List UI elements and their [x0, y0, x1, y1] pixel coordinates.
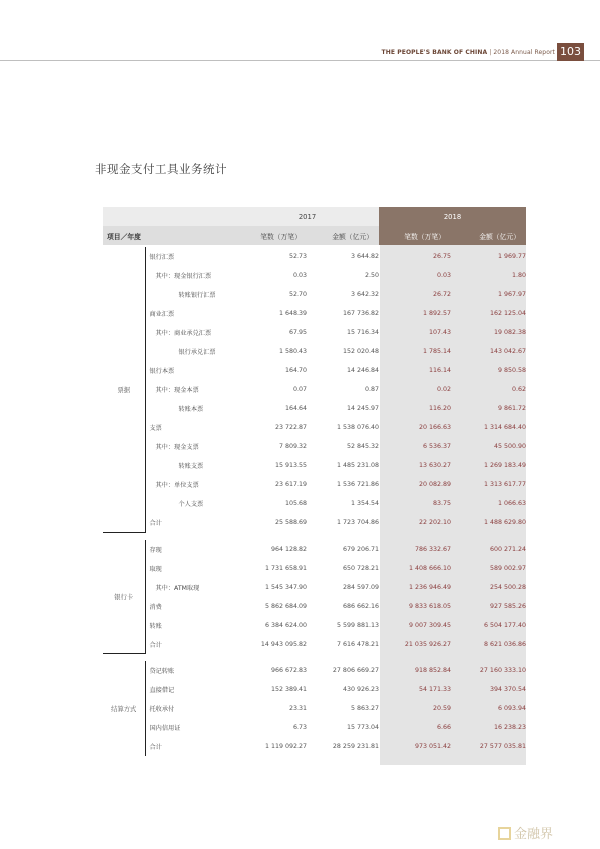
row-label: 银行承兑汇票 [178, 349, 216, 356]
count-2018-cell: 116.14 [428, 367, 451, 374]
amount-2018-cell: 27 577 035.81 [479, 743, 526, 750]
amount-2018-cell: 254 500.28 [489, 583, 526, 591]
count-2017-header: 笔数（万笔） [236, 226, 307, 245]
row-label: 银行汇票 [149, 254, 175, 261]
amount-2017-cell: 2.50 [364, 272, 379, 279]
row-label: 其中：现金银行汇票 [155, 273, 212, 280]
count-2017-cell: 1 545 347.90 [264, 583, 307, 591]
amount-2018-cell: 0.62 [511, 386, 526, 393]
row-label: 转账银行汇票 [178, 292, 216, 299]
row-label: 托收承付 [149, 706, 175, 713]
header-rule [0, 60, 600, 61]
count-2018-cell: 116.20 [428, 405, 451, 412]
amount-2017-cell: 0.87 [364, 386, 379, 393]
amount-2018-cell: 6 504 177.40 [483, 621, 526, 629]
amount-2018-cell: 1 314 684.40 [483, 424, 526, 431]
amount-2017-cell: 686 662.16 [342, 602, 379, 610]
count-2017-cell: 14 943 095.82 [260, 640, 307, 648]
amount-2017-cell: 1 723 704.86 [336, 519, 379, 526]
row-label: 个人支票 [178, 501, 204, 508]
row-label: 合计 [149, 641, 162, 649]
amount-2017-cell: 430 926.23 [342, 686, 379, 693]
count-2017-cell: 15 913.55 [274, 462, 307, 469]
table-row [103, 494, 526, 513]
count-2018-cell: 1 236 946.49 [408, 583, 451, 591]
count-2018-cell: 918 852.84 [414, 667, 451, 674]
count-2018-cell: 1 785.14 [422, 348, 451, 355]
page-title: 非现金支付工具业务统计 [95, 162, 227, 176]
count-2017-cell: 966 672.83 [270, 667, 307, 674]
row-label: 转账 [149, 622, 162, 630]
table-row [103, 635, 526, 654]
count-2018-cell: 0.02 [436, 386, 451, 393]
count-2018-cell: 9 833 618.05 [408, 602, 451, 610]
amount-2017-cell: 27 806 669.27 [332, 667, 379, 674]
count-2017-cell: 52.73 [288, 253, 307, 260]
row-label: 其中：单位支票 [155, 482, 199, 489]
group-divider [103, 654, 526, 662]
header-org: THE PEOPLE'S BANK OF CHINA [381, 49, 488, 56]
count-2018-cell: 20 166.63 [418, 424, 451, 431]
table-row [103, 737, 526, 756]
count-2017-cell: 1 731 658.91 [264, 564, 307, 572]
row-label: 转账本票 [178, 406, 204, 413]
count-2017-cell: 67.95 [288, 329, 307, 336]
amount-2018-cell: 162 125.04 [489, 310, 526, 317]
row-label: 其中：现金本票 [155, 387, 199, 394]
table-row [103, 304, 526, 323]
count-2017-cell: 964 128.82 [270, 545, 307, 553]
count-2017-cell: 0.03 [292, 272, 307, 279]
amount-2018-header: 金额（亿元） [451, 226, 526, 245]
count-2017-cell: 1 648.39 [278, 310, 307, 317]
count-2017-cell: 164.70 [284, 367, 307, 374]
count-2018-cell: 1 408 666.10 [408, 564, 451, 572]
amount-2017-cell: 5 599 881.13 [336, 621, 379, 629]
amount-2017-cell: 15 716.34 [346, 329, 379, 336]
row-label: 合计 [149, 744, 162, 751]
count-2018-cell: 0.03 [436, 272, 451, 279]
count-2017-cell: 105.68 [284, 500, 307, 507]
count-2018-header: 笔数（万笔） [379, 226, 451, 245]
count-2018-cell: 26.75 [432, 253, 451, 260]
row-label: 其中：ATM取现 [155, 584, 200, 592]
table-row [103, 266, 526, 285]
count-2017-cell: 1 119 092.27 [264, 743, 307, 750]
amount-2018-cell: 8 621 036.86 [483, 640, 526, 648]
table-row [103, 437, 526, 456]
count-2018-cell: 6.66 [436, 724, 451, 731]
amount-2018-cell: 27 160 333.10 [479, 667, 526, 674]
table-row [103, 513, 526, 532]
amount-2017-cell: 3 642.32 [350, 291, 379, 298]
amount-2018-cell: 143 042.67 [489, 348, 526, 355]
table-row [103, 247, 526, 266]
count-2017-cell: 23 617.19 [274, 481, 307, 488]
table-row [103, 380, 526, 399]
count-2018-cell: 973 051.42 [414, 743, 451, 750]
amount-2017-cell: 679 206.71 [342, 545, 379, 553]
amount-2017-cell: 1 536 721.86 [336, 481, 379, 488]
row-label: 消费 [149, 603, 162, 611]
amount-2018-cell: 1 313 617.77 [483, 481, 526, 488]
count-2018-cell: 54 171.33 [418, 686, 451, 693]
amount-2018-cell: 9 850.58 [497, 367, 526, 374]
count-2017-cell: 6.73 [292, 724, 307, 731]
count-2018-cell: 83.75 [432, 500, 451, 507]
year-2017-header: 2017 [236, 207, 379, 226]
table-row [103, 540, 526, 559]
table-row [103, 456, 526, 475]
amount-2018-cell: 1 969.77 [497, 253, 526, 260]
amount-2018-cell: 6 093.94 [497, 705, 526, 712]
table-row [103, 597, 526, 616]
category-cell: 银行卡 [103, 540, 145, 654]
count-2017-cell: 23.31 [288, 705, 307, 712]
table-row [103, 699, 526, 718]
row-label: 存现 [149, 546, 162, 554]
table-row [103, 342, 526, 361]
count-2018-cell: 20 082.89 [418, 481, 451, 488]
row-label: 银行本票 [149, 368, 175, 375]
header-report: 2018 Annual Report [493, 49, 555, 56]
row-label: 支票 [149, 425, 162, 432]
table-row [103, 418, 526, 437]
count-2017-cell: 52.70 [288, 291, 307, 298]
row-label: 取现 [149, 565, 162, 573]
table-row [103, 680, 526, 699]
amount-2018-cell: 16 238.23 [493, 724, 526, 731]
amount-2017-cell: 52 845.32 [346, 443, 379, 450]
row-label: 合计 [149, 520, 162, 527]
table-row [103, 616, 526, 635]
header-separator: | [489, 49, 492, 56]
watermark [498, 823, 553, 842]
table-row [103, 475, 526, 494]
row-label: 直接借记 [149, 687, 175, 694]
count-2018-cell: 1 892.57 [422, 310, 451, 317]
amount-2018-cell: 1 967.97 [497, 291, 526, 298]
count-2017-cell: 25 588.69 [274, 519, 307, 526]
amount-2017-cell: 3 644.82 [350, 253, 379, 260]
amount-2017-cell: 152 020.48 [342, 348, 379, 355]
amount-2017-cell: 1 538 076.40 [336, 424, 379, 431]
count-2018-cell: 22 202.10 [418, 519, 451, 526]
row-label: 商业汇票 [149, 311, 175, 318]
count-2018-cell: 26.72 [432, 291, 451, 298]
count-2017-cell: 1 580.43 [278, 348, 307, 355]
amount-2018-cell: 9 861.72 [497, 405, 526, 412]
amount-2017-cell: 284 597.09 [342, 583, 379, 591]
amount-2018-cell: 1 488 629.80 [483, 519, 526, 526]
count-2017-cell: 164.64 [284, 405, 307, 412]
page-number: 103 [557, 43, 584, 61]
year-header-row [103, 207, 526, 226]
table-row [103, 285, 526, 304]
category-cell: 票据 [103, 247, 145, 532]
amount-2018-cell: 45 500.90 [493, 443, 526, 450]
watermark-text: 金融界 [514, 827, 554, 842]
count-2017-cell: 7 809.32 [278, 443, 307, 450]
table-row [103, 361, 526, 380]
count-2017-cell: 6 384 624.00 [264, 621, 307, 629]
table-row [103, 661, 526, 680]
watermark-logo-icon [498, 827, 511, 840]
column-header-row [103, 226, 526, 245]
count-2017-cell: 152 389.41 [270, 686, 307, 693]
amount-2017-cell: 1 485 231.08 [336, 462, 379, 469]
row-label: 转账支票 [178, 463, 204, 470]
table-row [103, 578, 526, 597]
amount-2018-cell: 927 585.26 [489, 602, 526, 610]
count-2017-cell: 0.07 [292, 386, 307, 393]
table-row [103, 559, 526, 578]
corner-header: 项目／年度 [103, 226, 236, 245]
amount-2018-cell: 19 082.38 [493, 329, 526, 336]
row-label: 国内信用证 [149, 725, 181, 732]
amount-2017-cell: 1 354.54 [350, 500, 379, 507]
count-2018-cell: 13 630.27 [418, 462, 451, 469]
row-label: 贷记转账 [149, 668, 175, 675]
amount-2017-cell: 14 246.84 [346, 367, 379, 374]
stats-table [103, 207, 526, 756]
amount-2017-cell: 14 245.97 [346, 405, 379, 412]
count-2018-cell: 6 536.37 [422, 443, 451, 450]
row-label: 其中：商业承兑汇票 [155, 330, 212, 337]
row-label: 其中：现金支票 [155, 444, 199, 451]
stats-table-wrap [103, 207, 526, 756]
count-2018-cell: 107.43 [428, 329, 451, 336]
count-2018-cell: 786 332.67 [414, 545, 451, 553]
amount-2017-header: 金额（亿元） [307, 226, 379, 245]
table-row [103, 718, 526, 737]
amount-2018-cell: 394 370.54 [489, 686, 526, 693]
amount-2017-cell: 28 259 231.81 [332, 743, 379, 750]
amount-2017-cell: 7 616 478.21 [336, 640, 379, 648]
header-running-title [382, 49, 555, 56]
amount-2018-cell: 589 002.97 [489, 564, 526, 572]
count-2017-cell: 23 722.87 [274, 424, 307, 431]
count-2018-cell: 20.59 [432, 705, 451, 712]
amount-2018-cell: 1.80 [511, 272, 526, 279]
group-divider [103, 532, 526, 540]
amount-2017-cell: 650 728.21 [342, 564, 379, 572]
amount-2017-cell: 15 773.04 [346, 724, 379, 731]
count-2017-cell: 5 862 684.09 [264, 602, 307, 610]
count-2018-cell: 9 007 309.45 [408, 621, 451, 629]
amount-2018-cell: 1 066.63 [497, 500, 526, 507]
table-row [103, 399, 526, 418]
amount-2017-cell: 167 736.82 [342, 310, 379, 317]
count-2018-cell: 21 035 926.27 [404, 640, 451, 648]
category-cell: 结算方式 [103, 661, 145, 756]
table-row [103, 323, 526, 342]
amount-2017-cell: 5 863.27 [350, 705, 379, 712]
year-2018-header: 2018 [379, 207, 526, 226]
amount-2018-cell: 600 271.24 [489, 545, 526, 553]
amount-2018-cell: 1 269 183.49 [483, 462, 526, 469]
